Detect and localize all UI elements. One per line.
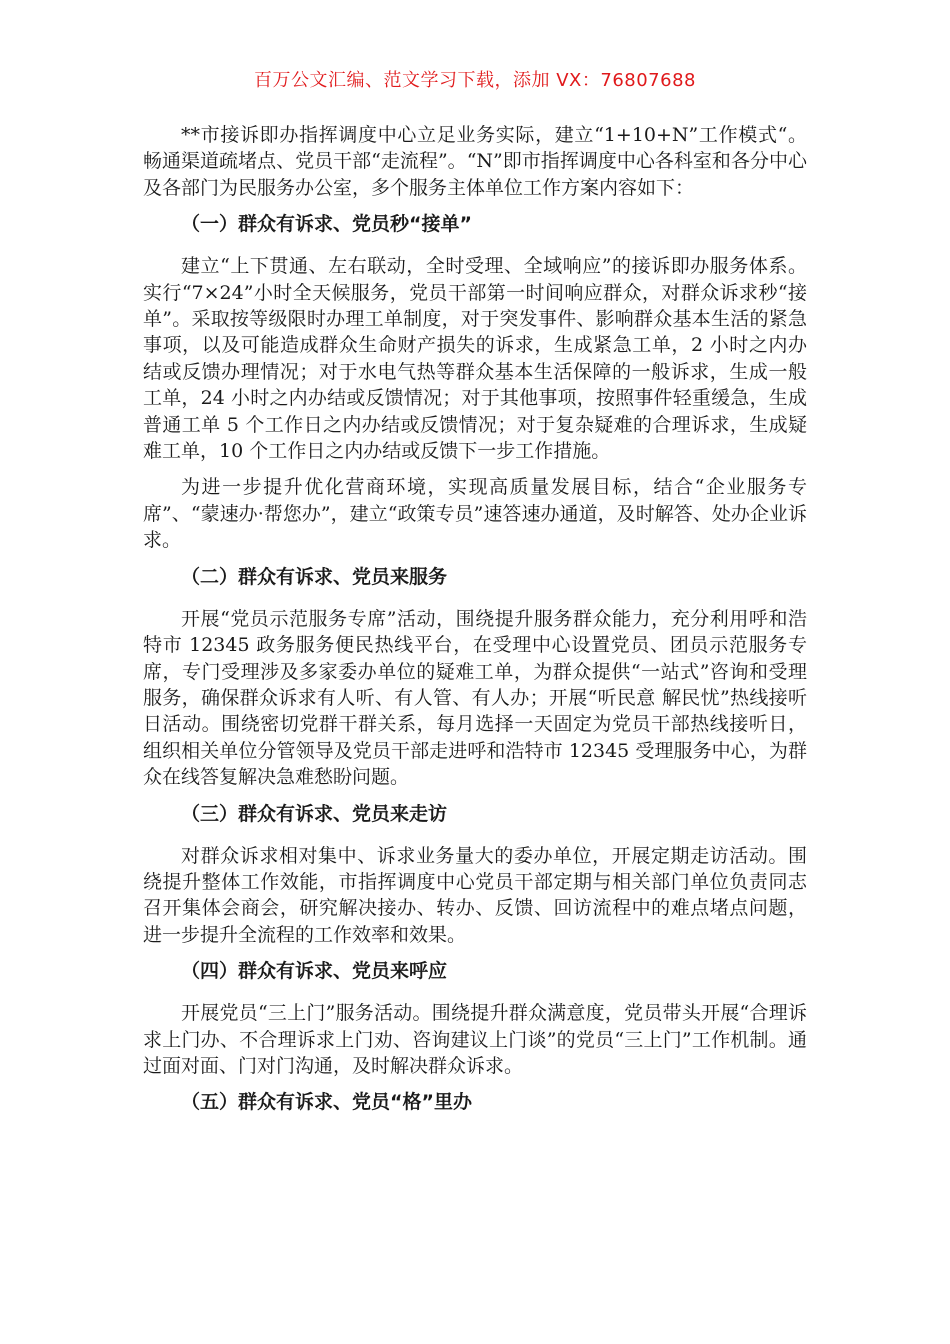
section-1-paragraph-2: 为进一步提升优化营商环境，实现高质量发展目标，结合“企业服务专席”、“蒙速办·帮您办”，建立“政策专员”速答速办通道，及时解答、处办企业诉求。 xyxy=(143,476,807,552)
section-2-heading: （二）群众有诉求、党员来服务 xyxy=(181,565,448,588)
section-3-paragraph-1: 对群众诉求相对集中、诉求业务量大的委办单位，开展定期走访活动。围绕提升整体工作效能，市指挥调度中心党员干部定期与相关部门单位负责同志召开集体会商会，研究解决接办、转办、反馈、回访流程中的难点堵点问题，进一步提升全流程的工作效率和效果。 xyxy=(143,844,807,946)
section-1-heading: （一）群众有诉求、党员秒“接单” xyxy=(181,213,472,236)
section-2-paragraph-1: 开展“党员示范服务专席”活动，围绕提升服务群众能力，充分利用呼和浩特市 12345 政务服务便民热线平台，在受理中心设置党员、团员示范服务专席，专门受理涉及多家委办单位的疑难工单，为群众提供“一站式”咨询和受理服务，确保群众诉求有人听、有人管、有人办；开展“听民意 解民忧”热线接听日活动。围绕密切党群干群关系，每月选择一天固定为党员干部热线接听日，组织相关单位分管领导及党员干部走进呼和浩特市 12345 受理服务中心，为群众在线答复解决急难愁盼问题。 xyxy=(143,607,807,789)
header-banner: 百万公文汇编、范文学习下载，添加 VX：76807688 xyxy=(254,70,696,91)
section-3-heading: （三）群众有诉求、党员来走访 xyxy=(181,802,448,825)
section-5-heading: （五）群众有诉求、党员“格”里办 xyxy=(181,1091,472,1114)
document-body xyxy=(143,122,807,1131)
intro-paragraph: **市接诉即办指挥调度中心立足业务实际，建立“1+10+N”工作模式“。畅通渠道疏堵点、党员干部“走流程”。“N”即市指挥调度中心各科室和各分中心及各部门为民服务办公室，多个服务主体单位工作方案内容如下： xyxy=(143,124,807,199)
section-4-paragraph-1: 开展党员“三上门”服务活动。围绕提升群众满意度，党员带头开展“合理诉求上门办、不合理诉求上门劝、咨询建议上门谈”的党员“三上门”工作机制。通过面对面、门对门沟通，及时解决群众诉求。 xyxy=(143,1002,807,1077)
section-4-heading: （四）群众有诉求、党员来呼应 xyxy=(181,960,448,983)
section-1-paragraph-1: 建立“上下贯通、左右联动，全时受理、全域响应”的接诉即办服务体系。实行“7×24”小时全天候服务，党员干部第一时间响应群众，对群众诉求秒“接单”。采取按等级限时办理工单制度，对于突发事件、影响群众基本生活的紧急事项，以及可能造成群众生命财产损失的诉求，生成紧急工单，2 小时之内办结或反馈办理情况；对于水电气热等群众基本生活保障的一般诉求，生成一般工单，24 小时之内办结或反馈情况；对于其他事项，按照事件轻重缓急，生成普通工单 5 个工作日之内办结或反馈情况；对于复杂疑难的合理诉求，生成疑难工单，10 个工作日之内办结或反馈下一步工作措施。 xyxy=(143,255,807,463)
